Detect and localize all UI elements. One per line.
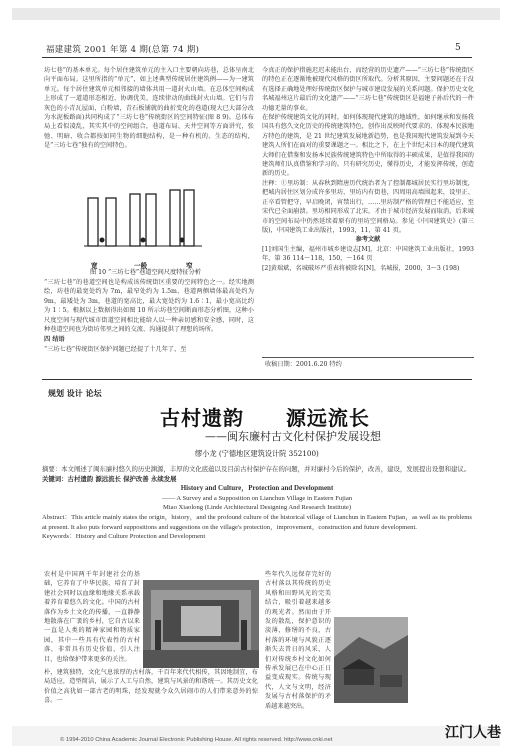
references-heading: 参考文献 [355,236,381,244]
abstract-block [42,465,472,542]
footer-band [12,726,500,746]
left-paragraph-2: “三坊七巷”的巷道空间也是构成该传统街区重要的空间特色之一。经实地测绘，坊巷的最宽处约为 7m，最窄处约为 1.5m，巷道两侧墙体最高处约为 9m，最矮处为 3m，巷道的宽高比，最大宽处约为 1.6∶1，最小宽高比约为 1∶5。根据以上数据得出如图 10 所示坊巷空间断面形态分析图，这种小尺度空间与现代城市街道空间相比能给人以一种亲切感和安全感，同时，这种巷道空间也为街坊邻里之间的交流、沟通提供了理想的场所。 [44,279,254,334]
abstract-cn: 摘要：本文阐述了闽东廉村悠久的历史渊源，丰厚的文化底蕴以及目前古村保护存在的问题，并对廉村今后的保护，改善，建设，发展提出设想和建议。 [42,465,471,473]
header-rule [42,57,472,58]
watermark-logo: 江门人巷 [445,725,501,741]
subtitle-en: —— A Survey and a Supposition on Lianchun Village in Eastern Fujian [161,494,353,502]
left-paragraph-3: “三坊七巷”传统街区保护问题已经提了十几年了，至 [44,345,187,353]
body-left-intro: 农村是中国两千年封建社会的基础，它养育了中华民族，培育了封建社会同时以血缘和地缘关系承载着养育着悠久的文化。中国的古村落作为乡土文化的传播，一直静静地散落在广袤的乡村，它自古以来一直是人类的精神家园和物质家园，其中一些具有代表性的古村落，非常具有历史价值，引人注目，也给保护带来更多的关注。 [44,571,140,663]
village-landscape-photo [334,617,408,703]
page-number: 5 [455,43,461,53]
keywords-cn: 关键词：古村遗韵 源远流长 保护改善 永续发展 [42,474,177,483]
article-subtitle: ——闽东廉村古文化村保护发展设想 [205,430,381,443]
scan-edge-top [12,8,500,20]
article-title-part-1: 古村遗韵 [160,406,244,430]
village-interior-photo [143,580,259,668]
section-label: 规划 设计 论坛 [48,388,102,398]
reference-2: [2]黄瑞斌，名城破坏严重表将被除名[N]，名城报，2000，3～3 (198) [262,264,460,272]
right-paragraph-2: 在保护传统建筑文化的同时，如何体现现代建筑的地域性，如何继承和发扬我国具有悠久文化历史的传统建筑特色，创作出反映时代要求的、体现本民族地方特色的建筑，是 21 世纪建筑发展地新趋势，也是我国现代建筑发展到今天建筑人所们在面对的重要课题之一。相比之下，在上个世纪末日本的现代建筑大师们在借鉴和发扬本民族传统建筑特色中所取得的丰硕成果，是值得我国的建筑师们认真借鉴和学习的。只有研究历史，懂得历史，才能发挥传统，创造新的历史。 [262,114,474,178]
abstract-en: Abstract：This article mainly states the origin，history，and the profound culture of the historical village of Lianchun in Eastern Fujian，as well as its problems at present. It also puts forward suppositions and suggestions on the village's protection，improvement，construction and future development. [42,513,472,531]
figure-label-narrow: 窄 [186,262,193,270]
copyright-footer: © 1994-2010 China Academic Journal Electronic Publishing House. All rights reserved. http://www.cnki.net [60,737,333,743]
section-rule [42,379,472,380]
street-section-figure [84,184,202,260]
left-column-top [44,66,254,151]
article-title-part-2: 源远流长 [285,406,370,430]
left-paragraph-1: 坊七巷”的基本单元。每个居住建筑单元的主入口主要朝向坊巷，总体呈南北向平面布局。这里所指的“单元”，如上述典型传统居住建筑例——为一建筑单元。每个居住建筑单元相邻接的墙体共用一道封火山墙。在总体空间构成上形成了一道道形态相近、协调优美、连续律动的曲线封火山墙。它们与青灰色的小青瓦屋面，白粉墙，青石板铺就的曲折变化的巷道(现大已大部分改为水泥板路面)共同构成了“三坊七巷”传统街区的空间特征(图 8 9)。总体布局上看似凌乱，其实其中的空间组合，巷道布局、天井空间等方面讲究，张弛、明暗、收合都按如同生物的细胞结构，是一种有机的、生态的结构，是“三坊七巷”独有的空间特色。 [44,67,254,150]
journal-header: 福建建筑 2001 年第 4 期(总第 74 期) [46,45,200,55]
body-left-bottom: 朴，建筑独特，文化气息浓厚的古村落，千百年来代代相传，其因地制宜，布局适应，造型简洁，展示了人工与自然，建筑与风景的和谐统一。其历史文化价值之高犹如一部古老的明珠，经发现就令众久居闹市的人们带来意外的惊喜。一 [44,669,258,705]
body-right-narrow [265,570,331,711]
notes-paragraph: 注释：①里坊制：从春秋到隋唐历代统治者为了控制都城居民实行里坊制度，把城内居住区划分成许多里坊，里坊内有街巷，四周用高墙围起来，设里正、正卒看管把守，早启晚闭，宵禁出行，……里坊制严格的管理已不能适应，至宋代已全面崩溃。里坊相同形成了北宋，才由于城市经济发展而取消，后来城市的空间布局中仍然延续着原有的里坊空间格局。参见《中国建筑史》(第三版)，中国建筑工业出版社，1993，11，第 41 页。 [262,179,474,234]
reference-1: [1]刘国生主编，福州市城乡建设志[M]，北京：中国建筑工业出版社，1993 年，第 36 114～118，150，～164 页 [262,245,474,263]
title-en: History and Culture，Protection and Development [180,484,334,493]
right-column [262,66,474,273]
left-column-bottom [44,278,254,354]
figure-label-medium: 一般 [134,262,148,270]
keywords-en: Keywords：History and Culture Protection and Development [42,533,206,541]
article-title [160,402,370,431]
received-date: 收稿日期：2001.6.20 特约 [265,361,342,368]
right-paragraph-1: 今真正的保护措施迟迟未能出台，而经营的历史遗产——“三坊七巷”传统街区的特色正在逐渐地被现代风格的街区所取代。分析其原因，主要问题还在于没有选择正确地处理好传统街区保护与城市建设发展的关系问题。保护历史文化名城福州这片最后的文化遗产——“三坊七巷”传统街区是福建子孙后代的一件功德无量的事业。 [262,67,474,112]
section-heading-conclusion: 四 结语 [44,336,65,344]
body-right-paragraph: 些年代久远保存完好的古村落以其传统的历史风格和田野风光的完美结合，吸引着越来越多的观光者。然而由于开发的散乱，保护意识的淡薄，修缮的不良，古村落的环境与风貌正逐渐失去昔日的风采，人们对传统乡村文化如何传承发展已在中心正日益变成现实。传统与现代，人文与文明，经济发展与古村落保护的矛盾越来越突出。 [265,571,331,710]
received-rule [262,357,474,358]
author-en: Miao Xiaolong (Linde Architectural Designing And Research Institute) [162,504,352,512]
figure-label-wide: 宽 [91,262,98,270]
figure-caption: 图 10 “三坊七巷”巷道空间尺度特征分析 [90,269,201,276]
article-author: 缪小龙 (宁德地区建筑设计院 352100) [195,449,319,458]
